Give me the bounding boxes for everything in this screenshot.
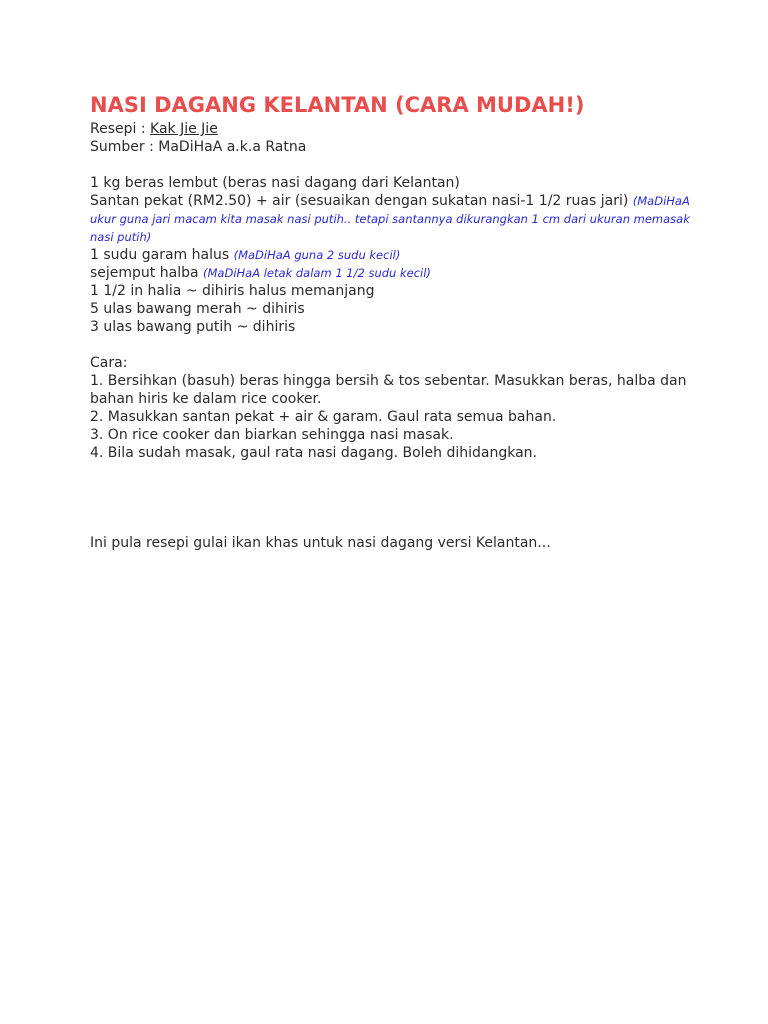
- page-title: NASI DAGANG KELANTAN (CARA MUDAH!): [90, 93, 585, 117]
- step-item: 3. On rice cooker dan biarkan sehingga nasi masak.: [90, 427, 454, 443]
- ingredient-item: [90, 246, 690, 264]
- ingredient-text: sejemput halba: [90, 265, 204, 281]
- ingredient-item: [90, 282, 690, 300]
- ingredient-text: 1 sudu garam halus: [90, 247, 234, 263]
- recipe-document: [90, 90, 690, 552]
- spacer: [90, 336, 690, 354]
- steps-list: [90, 372, 690, 462]
- step-item: 1. Bersihkan (basuh) beras hingga bersih & tos sebentar. Masukkan beras, halba dan bahan hiris ke dalam rice cooker.: [90, 373, 687, 407]
- footer-text: Ini pula resepi gulai ikan khas untuk nasi dagang versi Kelantan...: [90, 535, 551, 551]
- ingredient-note: (MaDiHaA guna 2 sudu kecil): [233, 248, 401, 262]
- ingredient-item: [90, 300, 690, 318]
- ingredient-note: (MaDiHaA ukur guna jari macam kita masak nasi putih.. tetapi santannya dikurangkan 1 cm dari ukuran memasak nasi putih): [90, 194, 690, 244]
- spacer: [90, 156, 690, 174]
- step-item: 4. Bila sudah masak, gaul rata nasi dagang. Boleh dihidangkan.: [90, 445, 538, 461]
- ingredient-text: 3 ulas bawang putih ~ dihiris: [90, 319, 296, 335]
- ingredient-text: 1 kg beras lembut (beras nasi dagang dari Kelantan): [90, 175, 460, 191]
- recipe-author-link[interactable]: Kak Jie Jie: [150, 121, 218, 137]
- source-line: Sumber : MaDiHaA a.k.a Ratna: [90, 139, 307, 155]
- ingredient-text: Santan pekat (RM2.50) + air (sesuaikan dengan sukatan nasi-1 1/2 ruas jari): [90, 193, 633, 209]
- ingredient-text: 1 1/2 in halia ~ dihiris halus memanjang: [90, 283, 375, 299]
- ingredient-note: (MaDiHaA letak dalam 1 1/2 sudu kecil): [203, 266, 431, 280]
- recipe-by-label: Resepi :: [90, 121, 151, 137]
- ingredient-item: [90, 192, 690, 246]
- spacer: [90, 462, 690, 534]
- ingredients-list: [90, 174, 690, 336]
- ingredient-item: [90, 264, 690, 282]
- step-item: 2. Masukkan santan pekat + air & garam. Gaul rata semua bahan.: [90, 409, 557, 425]
- ingredient-text: 5 ulas bawang merah ~ dihiris: [90, 301, 305, 317]
- ingredient-item: [90, 318, 690, 336]
- method-heading: Cara:: [90, 355, 128, 371]
- recipe-by-line: [90, 120, 690, 138]
- ingredient-item: [90, 174, 690, 192]
